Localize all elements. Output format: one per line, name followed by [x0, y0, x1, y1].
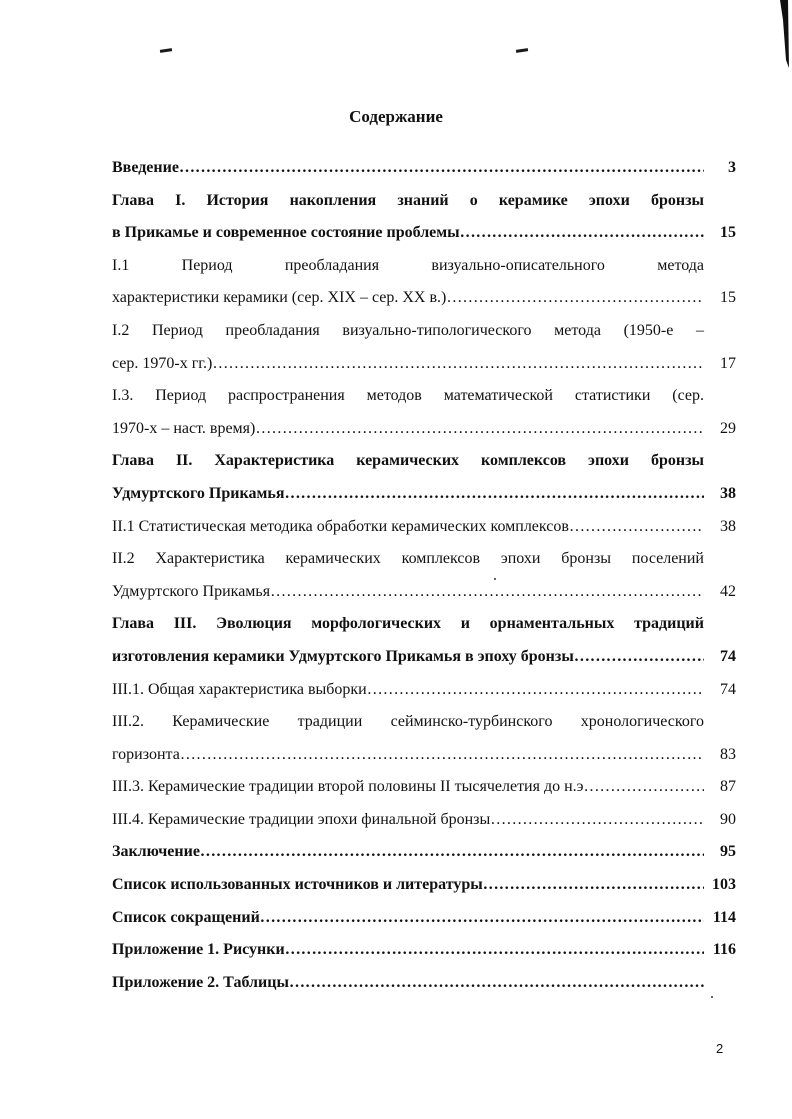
toc-entry: [112, 478, 740, 511]
dot-leader: [584, 771, 704, 804]
toc-entry-text: в Прикамье и современное состояние проблемы: [112, 224, 460, 242]
toc-entry: [112, 250, 740, 283]
dot-leader: [260, 902, 704, 935]
toc-entry: [112, 543, 740, 576]
toc-entry-page: 38: [720, 484, 736, 502]
toc-entry-page: 29: [720, 419, 736, 437]
scan-artifact-mark: [516, 48, 528, 53]
toc-entry-text: III.2. Керамические традиции сейминско-турбинского хронологического: [112, 713, 704, 731]
toc-entry-text: Заключение: [112, 843, 200, 861]
toc-entry-page: 38: [720, 517, 736, 535]
toc-entry-page: 116: [712, 941, 736, 959]
toc-entry-text: I.1 Период преобладания визуально-описательного метода: [112, 256, 704, 274]
toc-entry-text: III.1. Общая характеристика выборки: [112, 680, 367, 698]
dot-leader: [179, 152, 704, 185]
toc-entry: [112, 836, 740, 869]
dot-leader: [285, 934, 704, 967]
toc-entry-page: 74: [720, 680, 736, 698]
dot-leader: [284, 478, 704, 511]
dot-leader: [270, 576, 704, 609]
toc-entry-text: Приложение 1. Рисунки: [112, 941, 285, 959]
toc-entry-page: 103: [712, 876, 736, 894]
dot-leader: [367, 674, 704, 707]
toc-entry-page: 83: [720, 745, 736, 763]
toc-entry-text: II.2 Характеристика керамических комплексов эпохи бронзы поселений: [112, 550, 704, 568]
dot-leader: [490, 804, 704, 837]
dot-leader: [289, 967, 704, 1000]
dot-leader: [483, 869, 704, 902]
toc-entry-text: Список использованных источников и литературы: [112, 876, 483, 894]
toc-entry-page: 17: [720, 354, 736, 372]
toc-entry-text: Глава II. Характеристика керамических комплексов эпохи бронзы: [112, 452, 704, 470]
toc-entry: [112, 804, 740, 837]
toc-entry-page: 15: [720, 224, 736, 242]
toc-entry-text: сер. 1970-х гг.): [112, 354, 213, 372]
toc-entry: [112, 315, 740, 348]
toc-entry: [112, 185, 740, 218]
toc-entry-page: 3: [728, 159, 736, 176]
dot-leader: [180, 739, 704, 772]
toc-entry: [112, 511, 740, 544]
toc-entry: [112, 608, 740, 641]
toc-entry: [112, 869, 740, 902]
toc-entry: [112, 934, 740, 967]
toc-entry: [112, 739, 740, 772]
toc-entry-text: изготовления керамики Удмуртского Прикамья в эпоху бронзы: [112, 647, 574, 665]
toc-entry-text: Глава III. Эволюция морфологических и орнаментальных традиций: [112, 615, 704, 633]
toc-entry: [112, 217, 740, 250]
toc-entry-text: Удмуртского Прикамья: [112, 484, 285, 502]
toc-entry: [112, 641, 740, 674]
page-title: Содержание: [349, 107, 443, 127]
dot-leader: [255, 413, 704, 446]
toc-entry: [112, 706, 740, 739]
toc-entry-page: 87: [720, 778, 736, 796]
toc-entry-page: 114: [712, 908, 736, 926]
dot-leader: [569, 511, 704, 544]
toc-entry: [112, 152, 740, 185]
toc-entry: [112, 674, 740, 707]
toc-entry-page: 42: [720, 582, 736, 600]
toc-entry: [112, 282, 740, 315]
toc-entry-text: Введение: [112, 159, 179, 176]
toc-entry-text: Приложение 2. Таблицы: [112, 973, 289, 991]
toc-entry-text: Список сокращений: [112, 908, 260, 926]
toc-entry: [112, 380, 740, 413]
toc-entry-text: II.1 Статистическая методика обработки керамических комплексов: [112, 517, 569, 535]
toc-entry-text: Удмуртского Прикамья: [112, 582, 271, 600]
toc-entry: [112, 967, 740, 1000]
toc-entry-text: III.3. Керамические традиции второй половины II тысячелетия до н.э: [112, 778, 584, 796]
toc-entry: [112, 771, 740, 804]
page-number: 2: [716, 1041, 724, 1056]
toc-entry-page: 15: [720, 289, 736, 307]
toc-entry: [112, 902, 740, 935]
scan-edge-artifact: [778, 0, 790, 70]
dot-leader: [446, 282, 704, 315]
toc-entry: [112, 413, 740, 446]
toc-entry: [112, 576, 740, 609]
toc-entry: [112, 445, 740, 478]
toc-entry-text: горизонта: [112, 745, 180, 763]
toc-entry-page: 95: [720, 843, 736, 861]
toc-entry-text: I.2 Период преобладания визуально-типологического метода (1950-е –: [112, 321, 704, 339]
toc-entry-page: 74: [720, 647, 736, 665]
toc-entry-text: Глава I. История накопления знаний о керамике эпохи бронзы: [112, 191, 704, 209]
dot-leader: [460, 217, 704, 250]
toc-entry-text: характеристики керамики (сер. XIX – сер. XX в.): [112, 289, 447, 307]
toc-entry-text: 1970-х – наст. время): [112, 419, 256, 437]
toc-entry-text: III.4. Керамические традиции эпохи финальной бронзы: [112, 810, 491, 828]
scan-artifact-mark: [160, 48, 172, 53]
toc-entry: [112, 348, 740, 381]
toc-entry-text: I.3. Период распространения методов математической статистики (сер.: [112, 387, 704, 405]
dot-leader: [212, 348, 704, 381]
table-of-contents: [112, 152, 740, 999]
toc-entry-page: 90: [720, 810, 736, 828]
dot-leader: [200, 836, 704, 869]
dot-leader: [574, 641, 704, 674]
